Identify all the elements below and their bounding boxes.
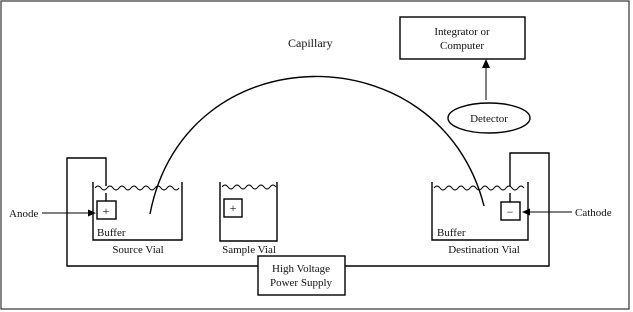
buffer-right-label: Buffer: [437, 227, 466, 239]
cathode-minus-symbol: −: [506, 205, 514, 219]
integrator-label-line1: Integrator or: [434, 26, 490, 38]
destination-vial-label: Destination Vial: [448, 244, 520, 256]
anode-label: Anode: [9, 208, 39, 220]
power-supply-label-line2: Power Supply: [269, 277, 333, 289]
anode-plus-symbol: +: [102, 204, 110, 218]
sample-plus-symbol: +: [229, 201, 237, 215]
capillary-label: Capillary: [288, 36, 333, 50]
detector-label: Detector: [470, 113, 508, 125]
cathode-label: Cathode: [575, 207, 612, 219]
power-supply-label-line1: High Voltage: [272, 263, 330, 275]
buffer-left-label: Buffer: [97, 227, 126, 239]
sample-vial-label: Sample Vial: [222, 244, 276, 256]
source-vial-label: Source Vial: [112, 244, 164, 256]
integrator-label-line2: Computer: [440, 40, 484, 52]
